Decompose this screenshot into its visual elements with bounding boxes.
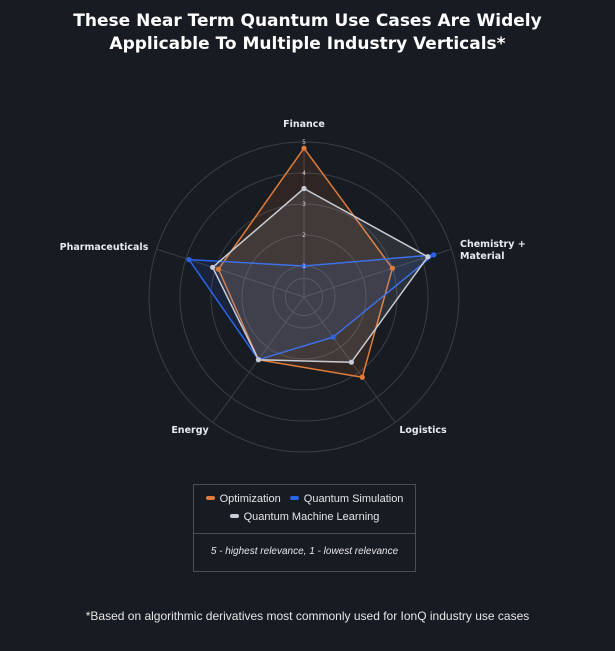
legend-row-2 — [194, 511, 415, 523]
series-point-2-1 — [425, 254, 430, 259]
legend-label-optimization: Optimization — [219, 493, 281, 505]
axis-label-3-line-0: Energy — [171, 425, 209, 436]
legend-note: 5 - highest relevance, 1 - lowest relevance — [210, 546, 399, 557]
footnote: *Based on algorithmic derivatives most commonly used for IonQ industry use cases — [85, 609, 530, 623]
series-point-0-1 — [390, 266, 395, 271]
axis-label-2-line-0: Logistics — [399, 425, 447, 436]
legend-item-quantum-machine-learning — [230, 511, 380, 523]
tick-label-2: 2 — [302, 232, 306, 239]
series-point-1-2 — [331, 335, 336, 340]
chart-title-line-2: Applicable To Multiple Industry Verticals* — [109, 34, 506, 54]
legend-item-quantum-simulation — [290, 493, 404, 505]
series-point-2-4 — [210, 265, 215, 270]
series-point-1-4 — [186, 257, 191, 262]
legend-label-quantum-simulation: Quantum Simulation — [303, 493, 404, 505]
tick-label-1: 1 — [302, 263, 306, 270]
tick-label-4: 4 — [302, 170, 306, 177]
legend-swatch-optimization — [206, 496, 215, 500]
legend-item-optimization — [206, 493, 281, 505]
legend-divider — [194, 533, 415, 534]
legend-swatch-quantum-machine-learning — [230, 514, 239, 518]
series-point-0-0 — [301, 146, 306, 151]
series-point-1-1 — [431, 252, 436, 257]
series-point-0-4 — [216, 267, 221, 272]
legend-row-1 — [194, 493, 415, 505]
series-point-2-3 — [256, 357, 261, 362]
tick-label-5: 5 — [302, 139, 306, 146]
chart-title-line-1: These Near Term Quantum Use Cases Are Widely — [73, 11, 542, 31]
tick-label-3: 3 — [302, 201, 306, 208]
series-point-0-2 — [360, 375, 365, 380]
axis-label-2 — [399, 425, 447, 436]
legend — [193, 484, 416, 572]
axis-label-0 — [283, 119, 325, 130]
legend-label-quantum-machine-learning: Quantum Machine Learning — [243, 511, 380, 523]
axis-label-1 — [460, 239, 526, 262]
series-point-2-0 — [301, 186, 306, 191]
axis-label-1-line-1: Material — [460, 251, 505, 262]
legend-swatch-quantum-simulation — [290, 496, 299, 500]
axis-label-4-line-0: Pharmaceuticals — [59, 242, 149, 253]
axis-label-1-line-0: Chemistry + — [460, 239, 526, 250]
axis-label-3 — [171, 425, 209, 436]
series-point-2-2 — [349, 360, 354, 365]
axis-label-0-line-0: Finance — [283, 119, 325, 130]
axis-label-4 — [60, 242, 149, 253]
